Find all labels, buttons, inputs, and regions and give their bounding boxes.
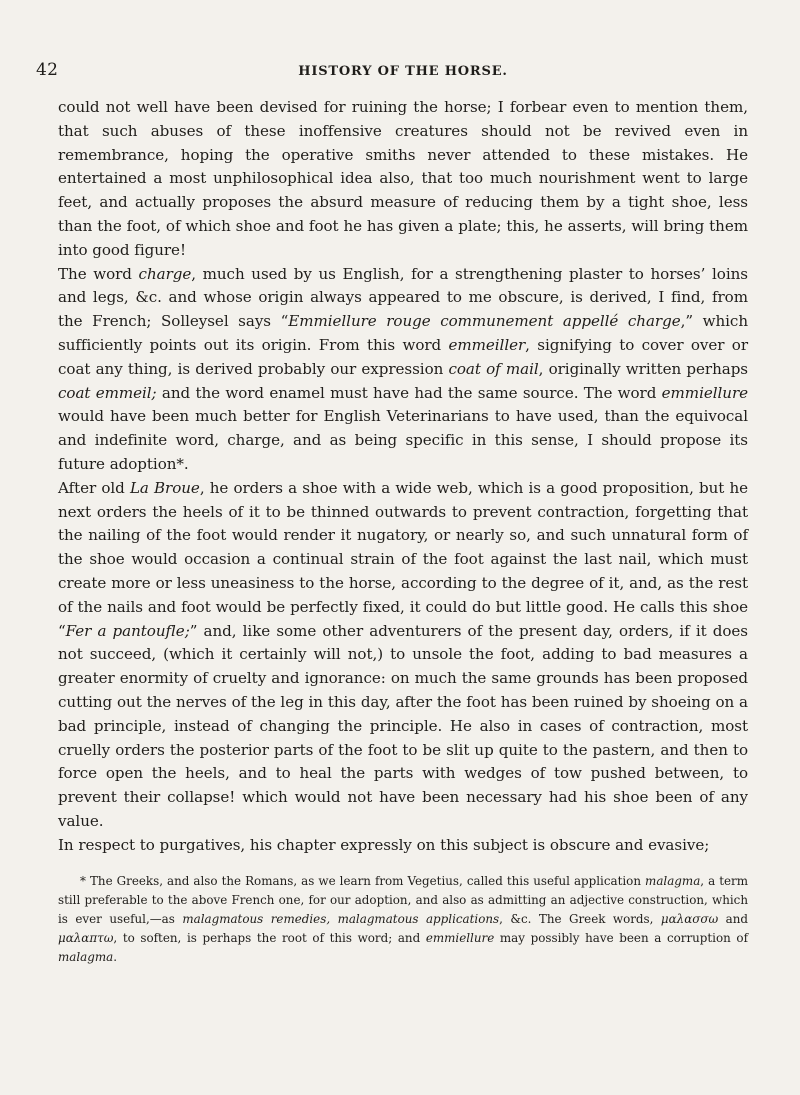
italic-text: malagmatous remedies, malagmatous applications <box>182 911 500 926</box>
italic-text: charge <box>138 264 192 283</box>
paragraph <box>58 834 748 858</box>
text-run: * The Greeks, and also the Romans, as we learn from Vegetius, called this useful application <box>80 873 646 888</box>
text-run: The word <box>58 264 139 283</box>
text-run: , originally written perhaps <box>538 359 748 378</box>
text-run: ” and, like some other adventurers of the present day, orders, if it does not succeed, (which it certainly will not,) to unsole the foot, adding to bad measures a greater enormity of cruelty and ignorance: on much the same grounds has been proposed cutting out the nerves of the leg in this day, after the foot has been ruined by shoeing on a bad principle, instead of changing the principle. He also in cases of contraction, most cruelly orders the posterior parts of the foot to be slit up quite to the pastern, and then to force open the heels, and to heal the parts with wedges of tow pushed between, to prevent their collapse! which would not have been necessary had his shoe been of any value. <box>58 621 748 830</box>
text-run: ,” which sufficiently points out its origin. From this word <box>58 312 748 354</box>
italic-text: Emmiellure rouge communement appellé charge <box>288 312 681 331</box>
paragraph <box>58 263 748 477</box>
text-run: may possibly have been a corruption of <box>494 931 748 946</box>
page-number: 42 <box>36 60 59 80</box>
italic-text: μαλασσω <box>660 911 719 926</box>
italic-text: coat of mail <box>448 359 539 378</box>
text-run: , much used by us English, for a strengthening plaster to horses’ loins and legs, &c. and whose origin always appeared to me obscure, is derived, I find, from the French; Solleysel says “ <box>58 264 748 331</box>
page-header <box>36 52 748 82</box>
footnote <box>58 872 748 968</box>
italic-text: emmiellure <box>425 931 495 946</box>
italic-text: μαλαπτω <box>58 931 114 946</box>
text-run: . <box>113 950 118 965</box>
text-run: In respect to purgatives, his chapter expressly on this subject is obscure and evasive; <box>58 835 710 854</box>
body-text <box>58 96 748 858</box>
italic-text: emmeiller <box>448 335 526 354</box>
paragraph <box>58 477 748 834</box>
text-run: and the word enamel must have had the same source. The word <box>156 383 662 402</box>
text-run: could not well have been devised for ruining the horse; I forbear even to mention them, that such abuses of these inoffensive creatures should not be revived even in remembrance, hoping the operative smiths never attended to these mistakes. He entertained a most unphilosophical idea also, that too much nourishment went to large feet, and actually proposes the absurd measure of reducing them by a tight shoe, less than the foot, of which shoe and foot he has given a plate; this, he asserts, will bring them into good figure! <box>58 98 748 259</box>
text-run: , &c. The Greek words, <box>499 911 661 926</box>
book-page <box>36 52 749 968</box>
text-run: , he orders a shoe with a wide web, which is a good proposition, but he next orders the heels of it to be thinned outwards to prevent contraction, forgetting that the nailing of the foot would render it nugatory, or nearly so, and such unnatural form of the shoe would occasion a continual strain of the foot against the last nail, which must create more or less uneasiness to the horse, according to the degree of it, and, as the rest of the nails and foot would be perfectly fixed, it could do but little good. He calls this shoe “ <box>58 478 749 640</box>
italic-text: coat emmeil; <box>58 383 157 402</box>
running-head: HISTORY OF THE HORSE. <box>298 64 508 79</box>
italic-text: La Broue <box>129 478 200 497</box>
text-run: , signifying to cover over or coat any thing, is derived probably our expression <box>58 335 748 378</box>
text-run: After old <box>58 478 130 497</box>
italic-text: Fer a pantoufle; <box>65 621 190 640</box>
text-run: , a term still preferable to the above French one, for our adoption, and also as admitting an adjective construction, which is ever useful,—as <box>58 873 748 926</box>
text-run: would have been much better for English Veterinarians to have used, than the equivocal and indefinite word, charge, and as being specific in this sense, I should propose its future adoption*. <box>58 407 748 473</box>
text-run: , to soften, is perhaps the root of this word; and <box>113 931 426 946</box>
italic-text: emmiellure <box>661 383 748 402</box>
italic-text: malagma <box>58 950 114 965</box>
italic-text: malagma <box>645 873 701 888</box>
text-run: and <box>718 911 749 926</box>
paragraph <box>58 96 748 263</box>
